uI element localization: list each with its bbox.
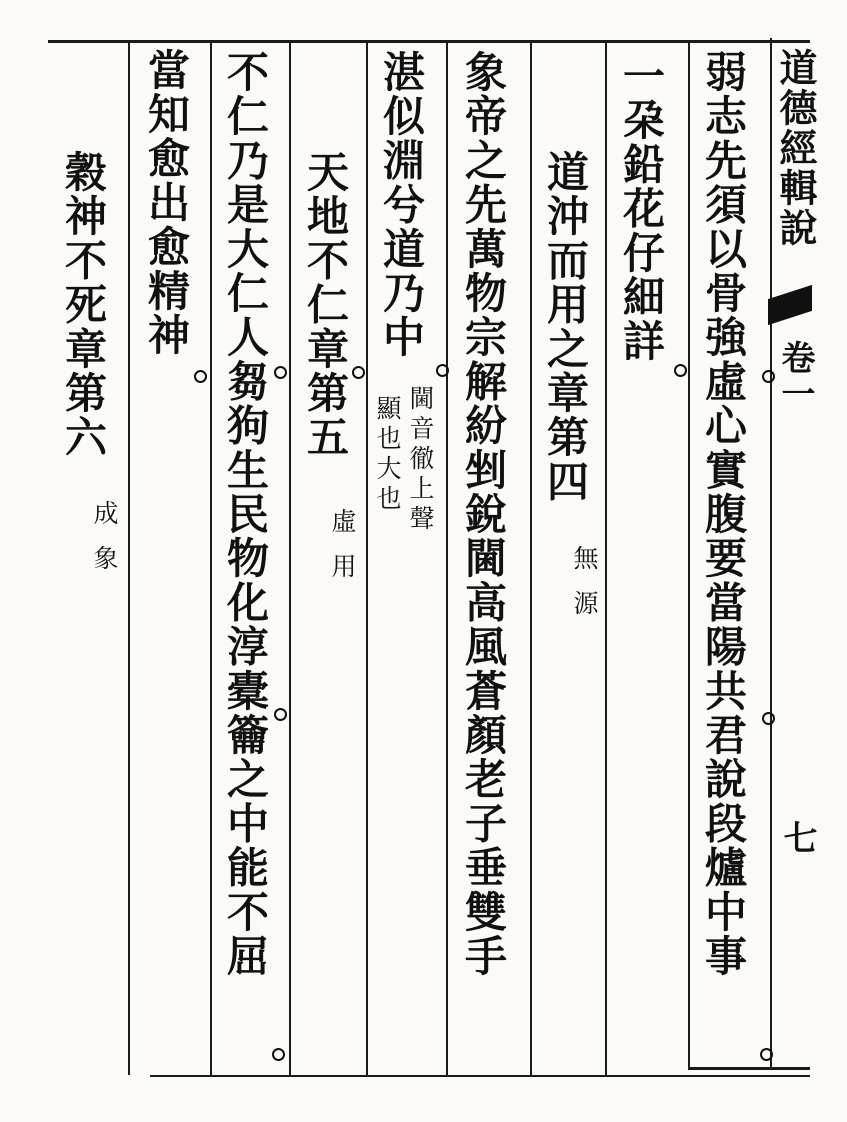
chapter-5-annotation: 用 xyxy=(328,553,357,583)
text-column-5: 湛似淵兮道乃中 xyxy=(377,50,426,360)
chapter-5-heading: 天地不仁章第五 xyxy=(301,150,350,460)
gloss-note: 顯也大也 xyxy=(373,395,402,515)
column-rule xyxy=(530,40,532,1075)
bottom-border-rule xyxy=(150,1075,810,1077)
punctuation-mark xyxy=(274,366,287,379)
punctuation-mark xyxy=(274,708,287,721)
punctuation-mark xyxy=(194,370,207,383)
text-column-1: 弱志先須以骨強虛心實腹要當陽共君說段爐中事 xyxy=(699,50,748,979)
punctuation-mark xyxy=(762,712,775,725)
punctuation-mark xyxy=(762,370,775,383)
top-border-rule xyxy=(48,40,810,43)
punctuation-mark xyxy=(760,1048,773,1061)
fish-tail-mark xyxy=(768,285,812,325)
text-column-7: 不仁乃是大仁人芻狗生民物化淳橐籥之中能不屈 xyxy=(221,50,270,979)
column-rule xyxy=(770,38,772,1070)
punctuation-mark xyxy=(674,364,687,377)
bottom-border-rule-2 xyxy=(690,1067,810,1070)
chapter-4-annotation: 無 xyxy=(570,545,599,575)
column-rule xyxy=(605,40,607,1075)
punctuation-mark xyxy=(352,366,365,379)
column-rule xyxy=(366,40,368,1075)
margin-page-number: 七 xyxy=(777,820,817,856)
column-rule xyxy=(210,40,212,1075)
chapter-6-heading: 穀神不死章第六 xyxy=(59,150,108,460)
chapter-6-annotation: 成 xyxy=(90,500,119,530)
chapter-6-annotation: 象 xyxy=(90,545,119,575)
column-rule xyxy=(446,40,448,1075)
punctuation-mark xyxy=(272,1048,285,1061)
text-column-8: 當知愈出愈精神 xyxy=(142,48,191,358)
text-column-4: 象帝之先萬物宗解紛剉銳閫高風蒼顏老子垂雙手 xyxy=(459,50,508,979)
text-column-2: 一朶鉛花仔細詳 xyxy=(617,54,666,364)
column-rule xyxy=(289,40,291,1075)
chapter-5-annotation: 虛 xyxy=(328,508,357,538)
chapter-4-annotation: 源 xyxy=(570,590,599,620)
margin-book-title: 道德經輯說 xyxy=(773,48,818,248)
punctuation-mark xyxy=(436,364,449,377)
column-rule xyxy=(688,40,690,1070)
column-rule xyxy=(128,40,130,1075)
margin-volume: 卷一 xyxy=(775,340,815,412)
chapter-4-heading: 道沖而用之章第四 xyxy=(541,150,590,504)
pronunciation-note: 閫音徹上聲 xyxy=(406,385,435,535)
